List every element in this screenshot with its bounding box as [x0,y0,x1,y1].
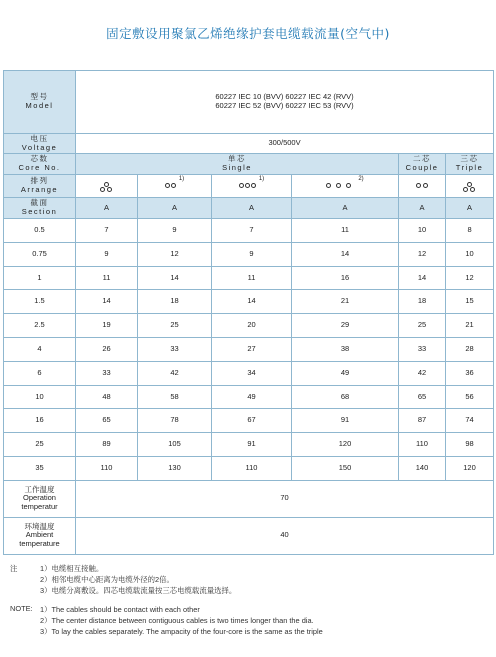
ampacity-cell: 87 [399,409,446,433]
ampacity-cell: 16 [292,266,399,290]
ampacity-cell: 26 [76,337,138,361]
ampacity-cell: 36 [446,361,494,385]
ampacity-cell: 120 [446,456,494,480]
operation-temperature-value: 70 [76,480,494,517]
voltage-label: 电压 Voltage [4,134,76,154]
operation-temperature-label: 工作温度 Operation temperatur [4,480,76,517]
ampacity-cell: 58 [138,385,212,409]
ampacity-cell: 10 [399,219,446,243]
ampacity-cell: 98 [446,433,494,457]
table-row [4,219,494,243]
unit-cell: A [76,198,138,219]
ampacity-cell: 8 [446,219,494,243]
ampacity-cell: 21 [446,314,494,338]
ampacity-cell: 110 [76,456,138,480]
ampacity-cell: 9 [138,219,212,243]
arrange-two-touching-icon: 1) [138,175,212,198]
voltage-value: 300/500V [76,134,494,154]
note-en-3: 3）To lay the cables separately. The ampacity of the four-core is the same as the triple [40,627,323,636]
table-row [4,433,494,457]
ampacity-cell: 19 [76,314,138,338]
ampacity-cell: 33 [76,361,138,385]
ampacity-cell: 14 [399,266,446,290]
ampacity-cell: 9 [212,242,292,266]
operation-temperature-row [4,480,494,517]
section-cell: 35 [4,456,76,480]
ampacity-cell: 65 [399,385,446,409]
ampacity-cell: 67 [212,409,292,433]
ampacity-cell: 34 [212,361,292,385]
ampacity-cell: 14 [138,266,212,290]
ampacity-cell: 91 [212,433,292,457]
arrange-couple-icon [399,175,446,198]
ampacity-cell: 105 [138,433,212,457]
core-couple: 二芯 Couple [399,154,446,175]
section-cell: 4 [4,337,76,361]
ampacity-cell: 20 [212,314,292,338]
ampacity-cell: 140 [399,456,446,480]
arrange-triple-icon [446,175,494,198]
ampacity-cell: 14 [212,290,292,314]
ambient-temperature-value: 40 [76,517,494,554]
model-label: 型号 Model [4,71,76,134]
ampacity-cell: 33 [399,337,446,361]
ampacity-cell: 12 [446,266,494,290]
section-cell: 10 [4,385,76,409]
ampacity-cell: 25 [138,314,212,338]
ampacity-cell: 120 [292,433,399,457]
model-value: 60227 IEC 10 (BVV) 60227 IEC 42 (RVV) 60227 IEC 52 (BVV) 60227 IEC 53 (RVV) [76,71,494,134]
table-row [4,456,494,480]
ampacity-cell: 78 [138,409,212,433]
table-row [4,290,494,314]
table-row [4,266,494,290]
note-en-1: 1）The cables should be contact with each other [40,605,200,614]
ampacity-cell: 10 [446,242,494,266]
ampacity-cell: 42 [399,361,446,385]
unit-cell: A [138,198,212,219]
ampacity-cell: 68 [292,385,399,409]
ampacity-table [3,70,494,555]
section-cell: 0.75 [4,242,76,266]
ambient-temperature-row [4,517,494,554]
table-row [4,361,494,385]
ampacity-cell: 110 [212,456,292,480]
page-title: 固定敷设用聚氯乙烯绝缘护套电缆载流量(空气中) [106,26,390,41]
ampacity-cell: 12 [399,242,446,266]
ampacity-cell: 38 [292,337,399,361]
ampacity-cell: 15 [446,290,494,314]
ampacity-cell: 89 [76,433,138,457]
unit-cell: A [399,198,446,219]
ampacity-cell: 11 [212,266,292,290]
table-row [4,409,494,433]
section-cell: 2.5 [4,314,76,338]
section-cell: 0.5 [4,219,76,243]
ampacity-cell: 7 [212,219,292,243]
note-cn-3: 3）电缆分离敷设。四芯电缆载流量按三芯电缆载流量选择。 [40,586,237,595]
table-row [4,242,494,266]
arrange-label: 排列 Arrange [4,175,76,198]
ampacity-cell: 65 [76,409,138,433]
ampacity-cell: 91 [292,409,399,433]
ampacity-cell: 130 [138,456,212,480]
ampacity-cell: 48 [76,385,138,409]
ampacity-cell: 11 [292,219,399,243]
ampacity-cell: 110 [399,433,446,457]
ampacity-cell: 27 [212,337,292,361]
table-row [4,385,494,409]
unit-cell: A [292,198,399,219]
ampacity-cell: 74 [446,409,494,433]
notes-en-prefix: NOTE: [10,604,33,613]
section-cell: 16 [4,409,76,433]
ampacity-cell: 56 [446,385,494,409]
section-cell: 25 [4,433,76,457]
notes [10,563,490,637]
note-cn-2: 2）相邻电缆中心距离为电缆外径的2倍。 [40,575,174,584]
ampacity-cell: 9 [76,242,138,266]
ampacity-cell: 11 [76,266,138,290]
note-cn-1: 1）电缆相互接触。 [40,564,104,573]
ampacity-cell: 25 [399,314,446,338]
table-row [4,337,494,361]
ampacity-cell: 28 [446,337,494,361]
ampacity-cell: 49 [292,361,399,385]
section-cell: 6 [4,361,76,385]
arrange-trefoil-icon [76,175,138,198]
arrange-three-spaced-icon: 2) [292,175,399,198]
section-cell: 1 [4,266,76,290]
ampacity-cell: 18 [138,290,212,314]
section-label: 截面 Section [4,198,76,219]
ampacity-cell: 49 [212,385,292,409]
ampacity-cell: 150 [292,456,399,480]
ambient-temperature-label: 环境温度 Ambient temperature [4,517,76,554]
ampacity-cell: 18 [399,290,446,314]
ampacity-cell: 29 [292,314,399,338]
unit-cell: A [446,198,494,219]
core-single: 单芯 Single [76,154,399,175]
core-label: 芯数 Core No. [4,154,76,175]
core-triple: 三芯 Triple [446,154,494,175]
ampacity-cell: 42 [138,361,212,385]
arrange-three-touching-icon: 1) [212,175,292,198]
note-en-2: 2）The center distance between contiguous cables is two times longer than the dia. [40,616,314,625]
notes-cn-prefix: 注 [10,564,18,573]
ampacity-cell: 21 [292,290,399,314]
ampacity-cell: 12 [138,242,212,266]
table-row [4,314,494,338]
ampacity-cell: 14 [292,242,399,266]
unit-cell: A [212,198,292,219]
ampacity-cell: 33 [138,337,212,361]
ampacity-cell: 14 [76,290,138,314]
section-cell: 1.5 [4,290,76,314]
ampacity-cell: 7 [76,219,138,243]
